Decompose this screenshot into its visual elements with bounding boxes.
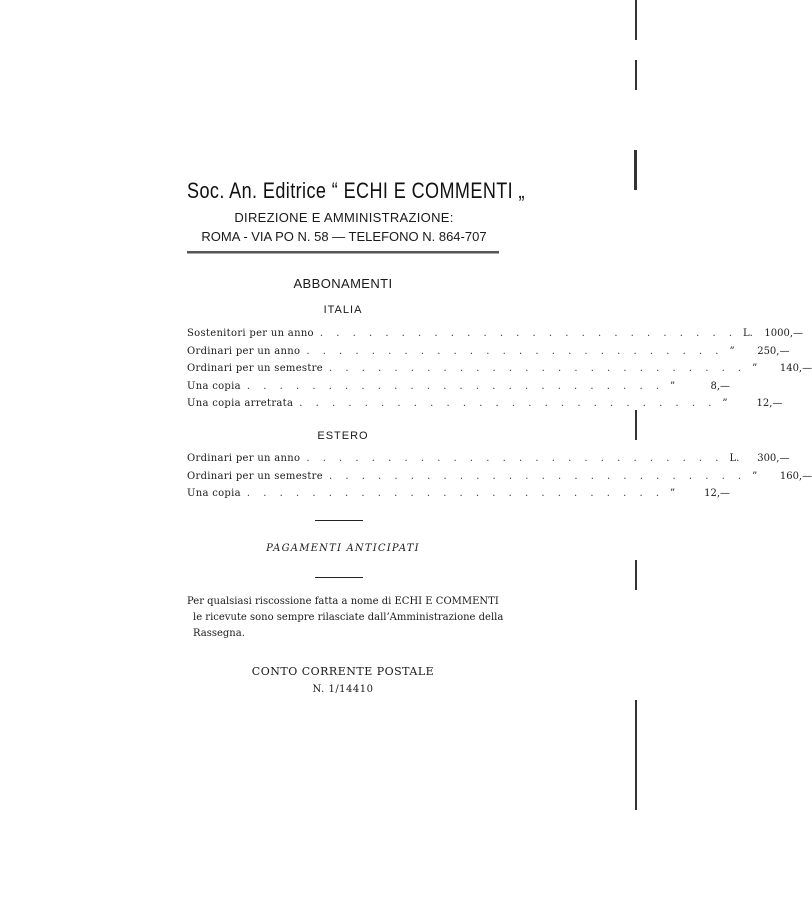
leader-dots: . . . . . . . . . . . . . . . . . . . . . . . . . . bbox=[319, 328, 738, 339]
price-row bbox=[187, 345, 790, 364]
abroad-price-list bbox=[187, 453, 812, 506]
italy-price-list bbox=[187, 328, 812, 416]
publisher-subtitle: DIREZIONE E AMMINISTRAZIONE: bbox=[234, 210, 454, 225]
section-divider bbox=[315, 577, 363, 578]
price-value: 140,— bbox=[779, 363, 812, 374]
scan-edge bbox=[631, 0, 639, 900]
price-value: 300,— bbox=[757, 453, 790, 464]
postal-account-label: CONTO CORRENTE POSTALE bbox=[251, 665, 435, 678]
price-value: 8,— bbox=[710, 380, 731, 392]
leader-dots: . . . . . . . . . . . . . . . . . . . . . . . . . . bbox=[306, 453, 724, 464]
leader-dots: . . . . . . . . . . . . . . . . . . . . . . . . . . bbox=[328, 470, 747, 482]
italy-heading: ITALIA bbox=[323, 304, 363, 316]
price-currency: ” bbox=[752, 363, 758, 374]
leader-dots: . . . . . . . . . . . . . . . . . . . . . . . . . . bbox=[328, 363, 747, 374]
subscriptions-heading: ABBONAMENTI bbox=[293, 276, 393, 291]
price-value: 160,— bbox=[779, 470, 812, 482]
price-row bbox=[187, 398, 783, 416]
price-value: 1000,— bbox=[764, 328, 804, 339]
price-label: Una copia bbox=[187, 380, 241, 392]
leader-dots: . . . . . . . . . . . . . . . . . . . . . . . . . . bbox=[246, 488, 665, 499]
publisher-title: Soc. An. Editrice “ ECHI E COMMENTI „ bbox=[187, 178, 525, 203]
price-label: Ordinari per un anno bbox=[187, 345, 301, 357]
price-label: Una copia bbox=[187, 488, 241, 499]
price-row bbox=[187, 488, 731, 506]
notice-line: le ricevute sono sempre rilasciate dall’Amministrazione della bbox=[193, 612, 504, 623]
leader-dots: . . . . . . . . . . . . . . . . . . . . . . . . . . bbox=[299, 398, 717, 409]
price-row bbox=[187, 328, 804, 346]
price-currency: L. bbox=[729, 453, 740, 464]
price-currency: ” bbox=[670, 380, 676, 392]
price-label: Una copia arretrata bbox=[187, 398, 294, 409]
notice-line: Rassegna. bbox=[193, 628, 245, 639]
price-value: 12,— bbox=[756, 398, 783, 409]
payments-notice: PAGAMENTI ANTICIPATI bbox=[266, 543, 420, 554]
leader-dots: . . . . . . . . . . . . . . . . . . . . . . . . . . bbox=[306, 345, 724, 357]
postal-account-number: N. 1/14410 bbox=[312, 684, 374, 695]
price-currency: ” bbox=[752, 470, 758, 482]
price-currency: ” bbox=[722, 398, 728, 409]
notice-line: Per qualsiasi riscossione fatta a nome di ECHI E COMMENTI bbox=[187, 596, 499, 607]
price-label: Sostenitori per un anno bbox=[187, 328, 314, 339]
price-value: 12,— bbox=[704, 488, 731, 499]
price-currency: ” bbox=[670, 488, 676, 499]
section-divider bbox=[315, 520, 363, 521]
price-row bbox=[187, 380, 731, 399]
price-currency: ” bbox=[729, 345, 735, 357]
publisher-address: ROMA - VIA PO N. 58 — TELEFONO N. 864-707 bbox=[201, 229, 487, 244]
receipt-notice bbox=[187, 594, 507, 642]
price-label: Ordinari per un anno bbox=[187, 453, 301, 464]
price-currency: L. bbox=[743, 328, 753, 339]
header-divider bbox=[187, 251, 499, 254]
price-row bbox=[187, 470, 812, 489]
price-row bbox=[187, 453, 790, 471]
price-label: Ordinari per un semestre bbox=[187, 363, 323, 374]
price-value: 250,— bbox=[757, 345, 790, 357]
price-label: Ordinari per un semestre bbox=[187, 470, 323, 482]
abroad-heading: ESTERO bbox=[317, 430, 369, 442]
leader-dots: . . . . . . . . . . . . . . . . . . . . . . . . . . bbox=[246, 380, 665, 392]
price-row bbox=[187, 363, 812, 381]
